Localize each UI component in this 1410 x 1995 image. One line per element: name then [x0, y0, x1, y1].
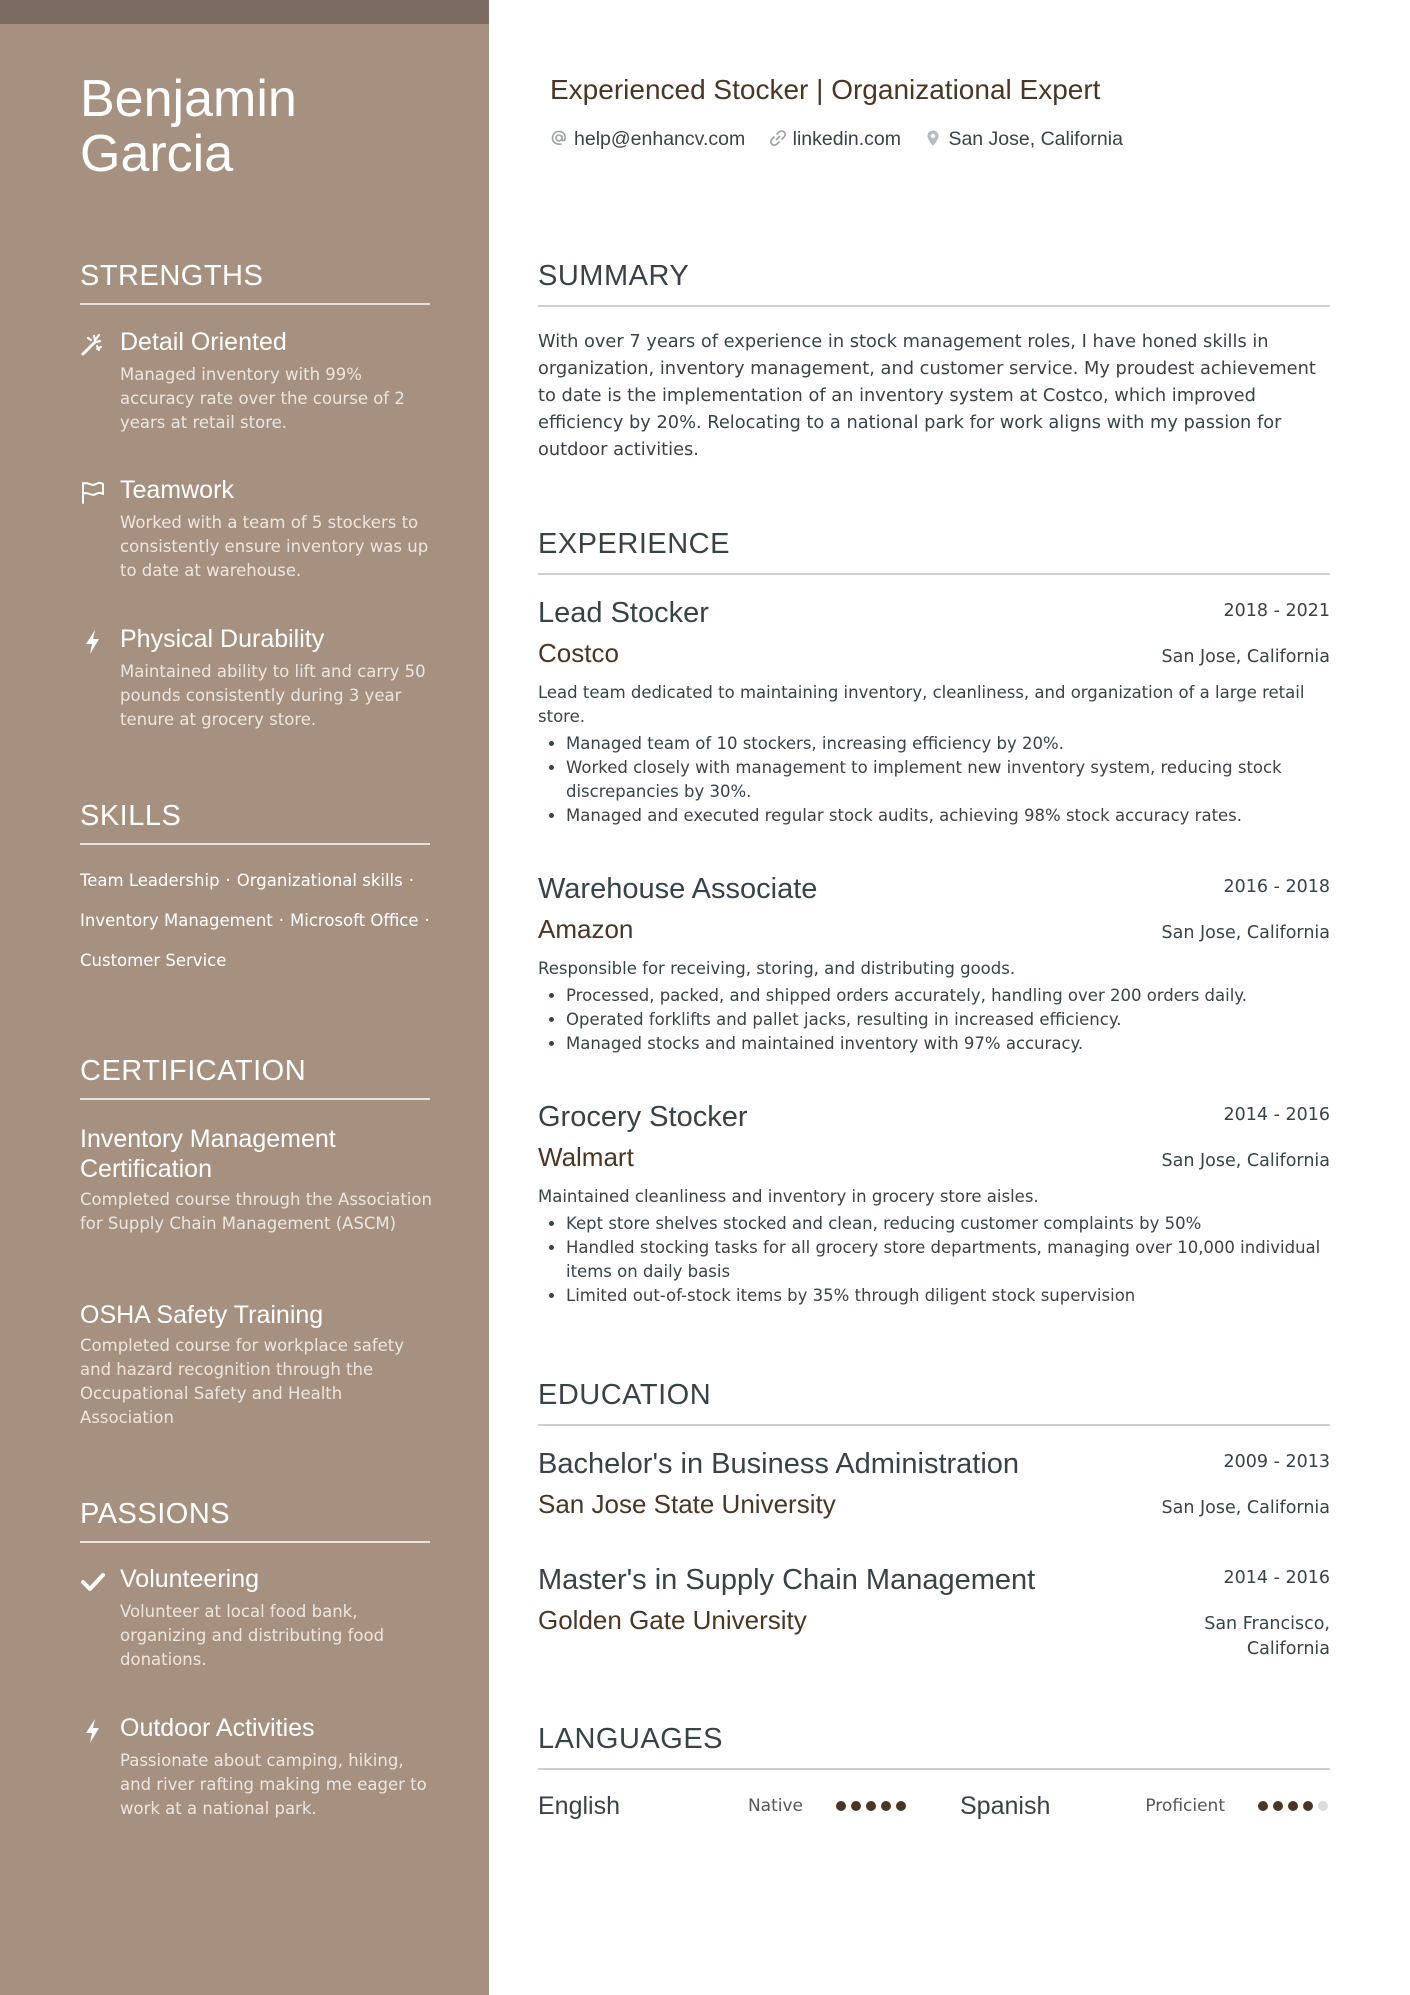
certification-description: Completed course for workplace safety and hazard recognition through the Occupational Safety and Health Association: [80, 1336, 405, 1427]
education-location: San Jose, California: [1161, 1498, 1330, 1518]
job-bullet: • Processed, packed, and shipped orders accurately, handling over 200 orders daily.: [566, 984, 1330, 1008]
certification-description: Completed course through the Association for Supply Chain Management (ASCM): [80, 1190, 432, 1233]
first-name: Benjamin: [80, 70, 297, 128]
strength-description: Managed inventory with 99% accuracy rate over the course of 2 years at retail store.: [120, 365, 405, 432]
linkedin-contact[interactable]: [769, 128, 901, 151]
strengths-heading: STRENGTHS: [80, 260, 430, 305]
location-text: San Jose, California: [948, 128, 1123, 150]
rating-dot-filled: [881, 1801, 891, 1811]
language-rating: [836, 1801, 908, 1813]
education-location-line: San Francisco,: [1204, 1614, 1330, 1634]
location-contact: [924, 128, 1123, 151]
education-entry: [538, 1564, 1330, 1659]
candidate-name: [80, 72, 440, 182]
company-name: Amazon: [538, 914, 634, 944]
education-heading: EDUCATION: [538, 1379, 1330, 1426]
skills-line: [80, 861, 440, 901]
certification-item: [80, 1300, 440, 1430]
strength-title: Physical Durability: [120, 625, 325, 653]
email-text: help@enhancv.com: [574, 128, 746, 150]
job-location: San Jose, California: [1161, 923, 1330, 943]
company-name: Walmart: [538, 1142, 634, 1172]
job-bullet: • Worked closely with management to implement new inventory system, reducing stock discrepancies by 30%.: [566, 756, 1330, 804]
rating-dot-filled: [896, 1801, 906, 1811]
headline: Experienced Stocker | Organizational Expert: [550, 74, 1101, 105]
job-bullets: [538, 1212, 1330, 1308]
skill-tag: Microsoft Office: [290, 911, 419, 930]
degree-title: Bachelor's in Business Administration: [538, 1448, 1020, 1480]
flag-icon: [80, 480, 106, 506]
strength-title: Teamwork: [120, 476, 234, 504]
education-entry: [538, 1448, 1330, 1520]
rating-dot-filled: [851, 1801, 861, 1811]
job-bullet: • Managed and executed regular stock audits, achieving 98% stock accuracy rates.: [566, 804, 1330, 828]
skill-separator: ·: [408, 871, 414, 890]
skill-separator: ·: [424, 911, 430, 930]
lightning-icon: [80, 629, 106, 655]
skill-tag: Organizational skills: [236, 871, 403, 890]
education-location: [1204, 1612, 1330, 1662]
job-bullet: • Operated forklifts and pallet jacks, resulting in increased efficiency.: [566, 1008, 1330, 1032]
experience-entry: [538, 597, 1330, 828]
strength-item: [80, 476, 430, 583]
job-location: San Jose, California: [1161, 647, 1330, 667]
passion-title: Outdoor Activities: [120, 1714, 315, 1742]
language-name: Spanish: [960, 1792, 1051, 1820]
language-level: Native: [747, 1796, 803, 1816]
language-name: English: [538, 1792, 620, 1820]
job-title: Grocery Stocker: [538, 1101, 748, 1133]
strength-item: [80, 625, 430, 732]
certification-item: [80, 1124, 440, 1236]
experience-entry: [538, 873, 1330, 1056]
passions-heading: PASSIONS: [80, 1498, 430, 1543]
certification-title: OSHA Safety Training: [80, 1301, 324, 1329]
rating-dot-filled: [1258, 1801, 1268, 1811]
job-bullet: • Managed stocks and maintained inventory with 97% accuracy.: [566, 1032, 1330, 1056]
job-bullet: • Limited out-of-stock items by 35% through diligent stock supervision: [566, 1284, 1330, 1308]
email-contact[interactable]: [550, 128, 745, 151]
job-description: Lead team dedicated to maintaining inventory, cleanliness, and organization of a large retail store.: [538, 683, 1305, 726]
languages-heading: LANGUAGES: [538, 1723, 1330, 1770]
job-bullet: • Handled stocking tasks for all grocery store departments, managing over 10,000 individual items on daily basis: [566, 1236, 1330, 1284]
sidebar: [0, 0, 489, 1995]
rating-dot-filled: [1273, 1801, 1283, 1811]
last-name: Garcia: [80, 125, 234, 183]
language-item: [960, 1790, 1330, 1824]
rating-dot-filled: [866, 1801, 876, 1811]
lightning-icon: [80, 1718, 106, 1744]
passion-item: [80, 1565, 430, 1672]
job-title: Warehouse Associate: [538, 873, 818, 905]
skill-separator: ·: [278, 911, 284, 930]
at-icon: [550, 129, 568, 147]
language-item: [538, 1790, 908, 1824]
passion-description: Volunteer at local food bank, organizing and distributing food donations.: [120, 1602, 385, 1669]
language-level: Proficient: [1145, 1796, 1225, 1816]
job-description: Maintained cleanliness and inventory in grocery store aisles.: [538, 1187, 1039, 1206]
passion-title: Volunteering: [120, 1565, 260, 1593]
skills-line: [80, 941, 440, 981]
sidebar-top-band: [0, 0, 489, 24]
school-name: San Jose State University: [538, 1489, 836, 1519]
skill-tag: Inventory Management: [80, 911, 273, 930]
magic-wand-icon: [80, 332, 106, 358]
checkmark-icon: [80, 1569, 106, 1595]
school-name: Golden Gate University: [538, 1605, 807, 1635]
job-bullet: • Kept store shelves stocked and clean, reducing customer complaints by 50%: [566, 1212, 1330, 1236]
strength-description: Maintained ability to lift and carry 50 pounds consistently during 3 year tenure at grocery store.: [120, 662, 426, 729]
experience-entry: [538, 1101, 1330, 1308]
link-icon: [769, 129, 787, 147]
passion-item: [80, 1714, 430, 1821]
contact-bar: [550, 128, 1141, 151]
summary-heading: SUMMARY: [538, 260, 1330, 307]
skills-list: [80, 861, 440, 981]
job-dates: 2016 - 2018: [1223, 877, 1330, 897]
job-bullet: • Managed team of 10 stockers, increasing efficiency by 20%.: [566, 732, 1330, 756]
rating-dot-filled: [1303, 1801, 1313, 1811]
job-title: Lead Stocker: [538, 597, 709, 629]
summary-text: With over 7 years of experience in stock management roles, I have honed skills in organization, inventory management, and customer service. My proudest achievement to date is the implementation of an inventory system at Costco, which improved efficiency by 20%. Relocating to a national park for work aligns with my passion for outdoor activities.: [538, 331, 1316, 460]
job-location: San Jose, California: [1161, 1151, 1330, 1171]
languages-row: [538, 1790, 1330, 1824]
rating-dot-filled: [1288, 1801, 1298, 1811]
degree-title: Master's in Supply Chain Management: [538, 1564, 1036, 1596]
strength-description: Worked with a team of 5 stockers to consistently ensure inventory was up to date at warehouse.: [120, 513, 429, 580]
location-pin-icon: [924, 129, 942, 147]
skill-separator: ·: [225, 871, 231, 890]
experience-heading: EXPERIENCE: [538, 528, 1330, 575]
skills-line: [80, 901, 440, 941]
job-dates: 2014 - 2016: [1223, 1105, 1330, 1125]
certification-heading: CERTIFICATION: [80, 1055, 430, 1100]
passion-description: Passionate about camping, hiking, and river rafting making me eager to work at a national park.: [120, 1751, 427, 1818]
job-description: Responsible for receiving, storing, and distributing goods.: [538, 959, 1016, 978]
skill-tag: Team Leadership: [80, 871, 220, 890]
skills-heading: SKILLS: [80, 800, 430, 845]
education-location-line: California: [1246, 1639, 1330, 1659]
strength-item: [80, 328, 430, 435]
strength-title: Detail Oriented: [120, 328, 287, 356]
language-rating: [1258, 1801, 1330, 1813]
company-name: Costco: [538, 638, 619, 668]
skill-tag: Customer Service: [80, 951, 227, 970]
linkedin-text: linkedin.com: [792, 128, 902, 150]
job-dates: 2018 - 2021: [1223, 601, 1330, 621]
rating-dot-filled: [836, 1801, 846, 1811]
education-dates: 2009 - 2013: [1223, 1452, 1330, 1472]
education-dates: 2014 - 2016: [1223, 1568, 1330, 1588]
rating-dot-empty: [1318, 1801, 1328, 1811]
job-bullets: [538, 732, 1330, 828]
certification-title: Inventory Management Certification: [80, 1125, 336, 1183]
job-bullets: [538, 984, 1330, 1056]
